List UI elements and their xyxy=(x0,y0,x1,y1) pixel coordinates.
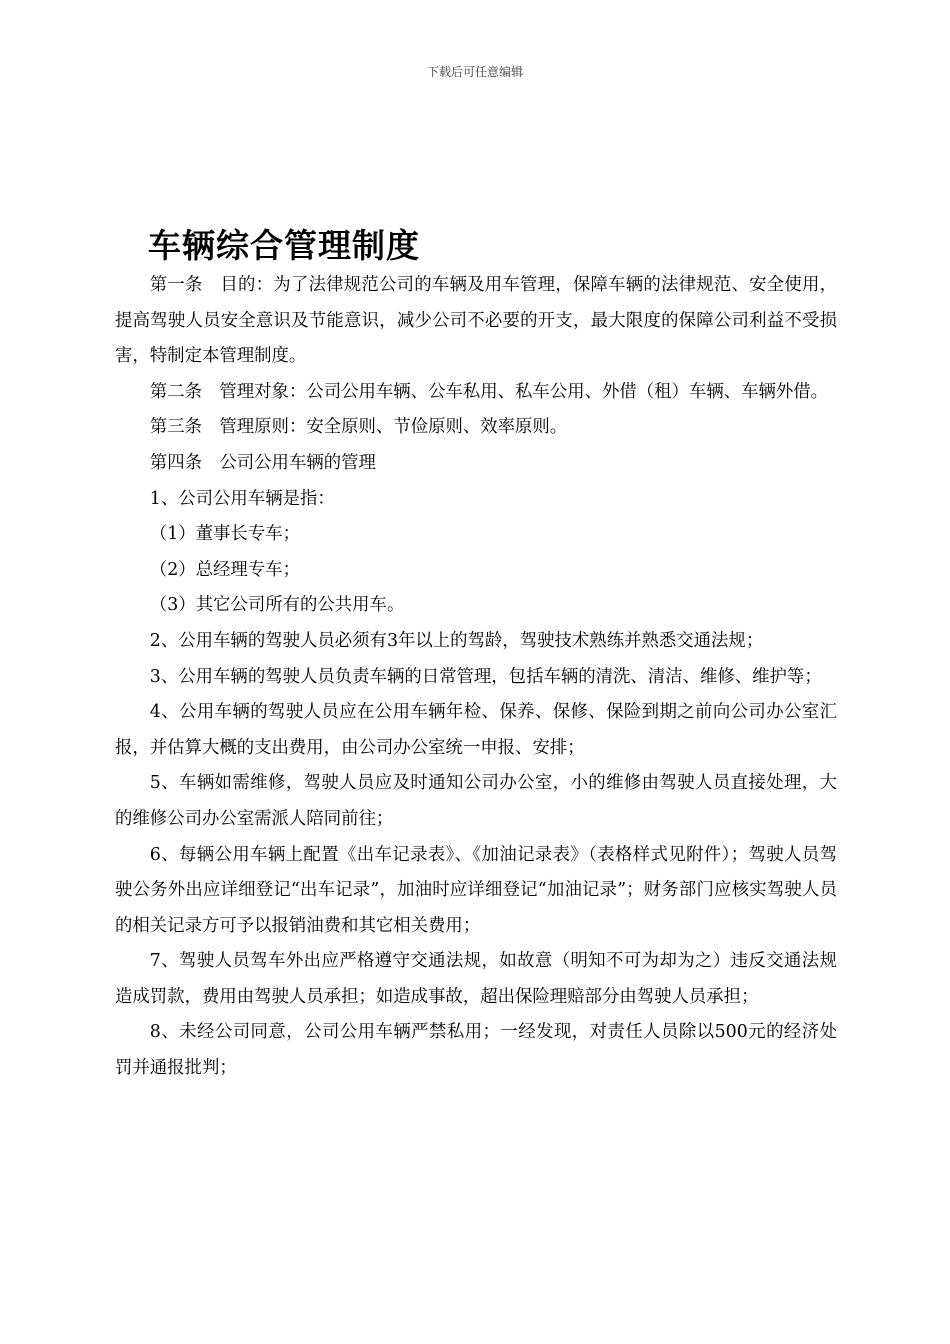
article-lead: 第二条 xyxy=(149,381,202,402)
list-item: 8、未经公司同意，公司公用车辆严禁私用；一经发现，对责任人员除以500元的经济处罚并通报批判； xyxy=(115,1022,837,1079)
list-item: （1）董事长专车； xyxy=(149,524,300,545)
article-lead: 第四条 xyxy=(149,452,202,473)
list-item: 2、公用车辆的驾驶人员必须有3年以上的驾龄，驾驶技术熟练并熟悉交通法规； xyxy=(149,630,764,651)
document-title: 车辆综合管理制度 xyxy=(148,226,420,265)
article-text: 管理对象：公司公用车辆、公车私用、私车公用、外借（租）车辆、车辆外借。 xyxy=(219,381,829,402)
article-1 xyxy=(115,268,837,375)
list-item: （2）总经理专车； xyxy=(149,559,300,580)
list-item: 7、驾驶人员驾车外出应严格遵守交通法规，如故意（明知不可为却为之）违反交通法规造成罚款，费用由驾驶人员承担；如造成事故，超出保险理赔部分由驾驶人员承担； xyxy=(115,951,837,1007)
page-header-note: 下载后可任意编辑 xyxy=(426,65,523,79)
list-item: 1、公司公用车辆是指： xyxy=(149,488,335,509)
article-4 xyxy=(115,446,837,482)
article-lead: 第三条 xyxy=(149,417,202,438)
article-text: 公司公用车辆的管理 xyxy=(219,452,376,473)
article-2 xyxy=(115,375,837,411)
article-lead: 第一条 xyxy=(149,275,203,295)
list-item: 6、每辆公用车辆上配置《出车记录表》、《加油记录表》（表格样式见附件）；驾驶人员驾驶公务外出应详细登记“出车记录”，加油时应详细登记“加油记录”；财务部门应核实驾驶人员的相关记录方可予以报销油费和其它相关费用； xyxy=(115,844,837,936)
document-body xyxy=(115,268,837,1087)
list-item: 5、车辆如需维修，驾驶人员应及时通知公司办公室，小的维修由驾驶人员直接处理，大的维修公司办公室需派人陪同前往； xyxy=(115,773,837,829)
list-item: 3、公用车辆的驾驶人员负责车辆的日常管理，包括车辆的清洗、清洁、维修、维护等； xyxy=(149,666,822,687)
list-item: 4、公用车辆的驾驶人员应在公用车辆年检、保养、保修、保险到期之前向公司办公室汇报，并估算大概的支出费用，由公司办公室统一申报、安排； xyxy=(115,702,837,758)
article-3 xyxy=(115,410,837,446)
article-text: 管理原则：安全原则、节俭原则、效率原则。 xyxy=(219,417,568,438)
list-item: （3）其它公司所有的公共用车。 xyxy=(149,595,405,616)
article-text: 目的：为了法律规范公司的车辆及用车管理，保障车辆的法律规范、安全使用，提高驾驶人员安全意识及节能意识，减少公司不必要的开支，最大限度的保障公司利益不受损害，特制定本管理制度。 xyxy=(115,275,837,367)
